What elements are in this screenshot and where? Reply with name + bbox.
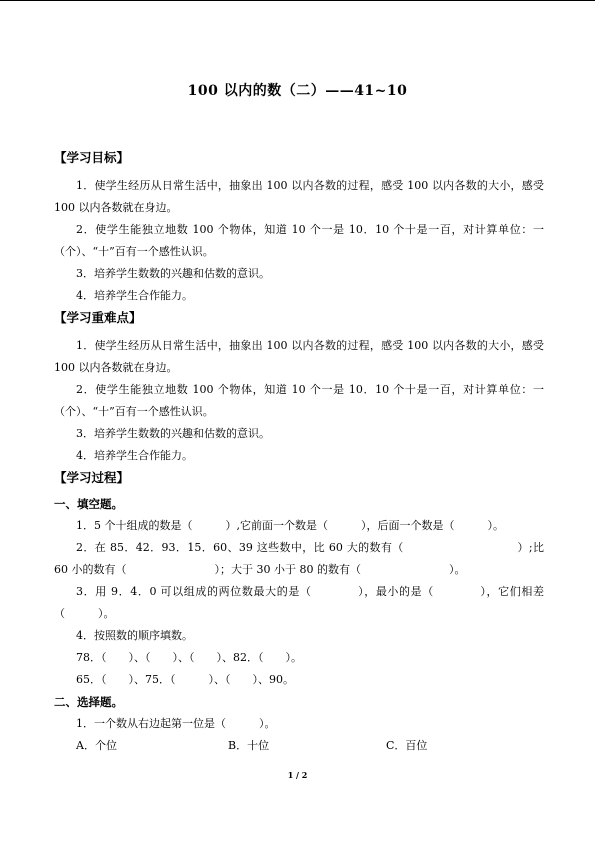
option-b: B．十位 [228,739,270,752]
page-number: 1 / 2 [287,770,308,780]
fill-blank-item: 4．按照数的顺序填数。 [76,629,193,642]
objective-item: 1．使学生经历从日常生活中，抽象出 100 以内各数的过程，感受 100 以内各数的大小，感受 100 以内各数就在身边。 [54,179,544,214]
fill-blank-heading: 一、填空题。 [54,497,123,511]
fill-blank-item: 3．用 9．4．0 可以组成的两位数最大的是（ ），最小的是（ ），它们相差（ ）。 [54,585,544,620]
objective-item: 2．使学生能独立地数 100 个物体，知道 10 个一是 10．10 个十是一百，对计算单位：一（个）、“十”百有一个感性认识。 [54,223,544,258]
fill-blank-item: 65．（ ）、75．（ ）、（ ）、90。 [76,673,294,686]
fill-blank-item: 2．在 85．42．93．15．60、39 这些数中，比 60 大的数有（ ）;比 60 小的数有（ ）；大于 30 小于 80 的数有（ ）。 [54,541,544,576]
fill-blank-item: 78．（ ）、（ ）、（ ）、82．（ ）。 [76,651,302,664]
key-point-item: 3．培养学生数数的兴趣和估数的意识。 [76,427,270,440]
fill-blank-item: 1．5 个十组成的数是（ ）,它前面一个数是（ ），后面一个数是（ ）。 [76,519,504,532]
top-rule [0,0,595,1]
choice-item: 1．一个数从右边起第一位是（ ）。 [76,717,276,730]
document-body [54,147,544,757]
choice-options [54,735,544,757]
choice-heading: 二、选择题。 [54,695,123,709]
page-title: 100 以内的数（二）——41~10 [187,83,408,99]
objectives-heading: 【学习目标】 [54,150,130,165]
key-point-item: 4．培养学生合作能力。 [76,449,193,462]
key-points-heading: 【学习重难点】 [54,310,142,325]
key-point-item: 1．使学生经历从日常生活中，抽象出 100 以内各数的过程，感受 100 以内各数的大小，感受 100 以内各数就在身边。 [54,339,544,374]
option-c: C．百位 [386,739,428,752]
process-heading: 【学习过程】 [54,470,130,485]
objective-item: 3．培养学生数数的兴趣和估数的意识。 [76,267,270,280]
option-a: A．个位 [76,739,117,752]
objective-item: 4．培养学生合作能力。 [76,289,193,302]
key-point-item: 2．使学生能独立地数 100 个物体，知道 10 个一是 10．10 个十是一百，对计算单位：一（个）、“十”百有一个感性认识。 [54,383,544,418]
